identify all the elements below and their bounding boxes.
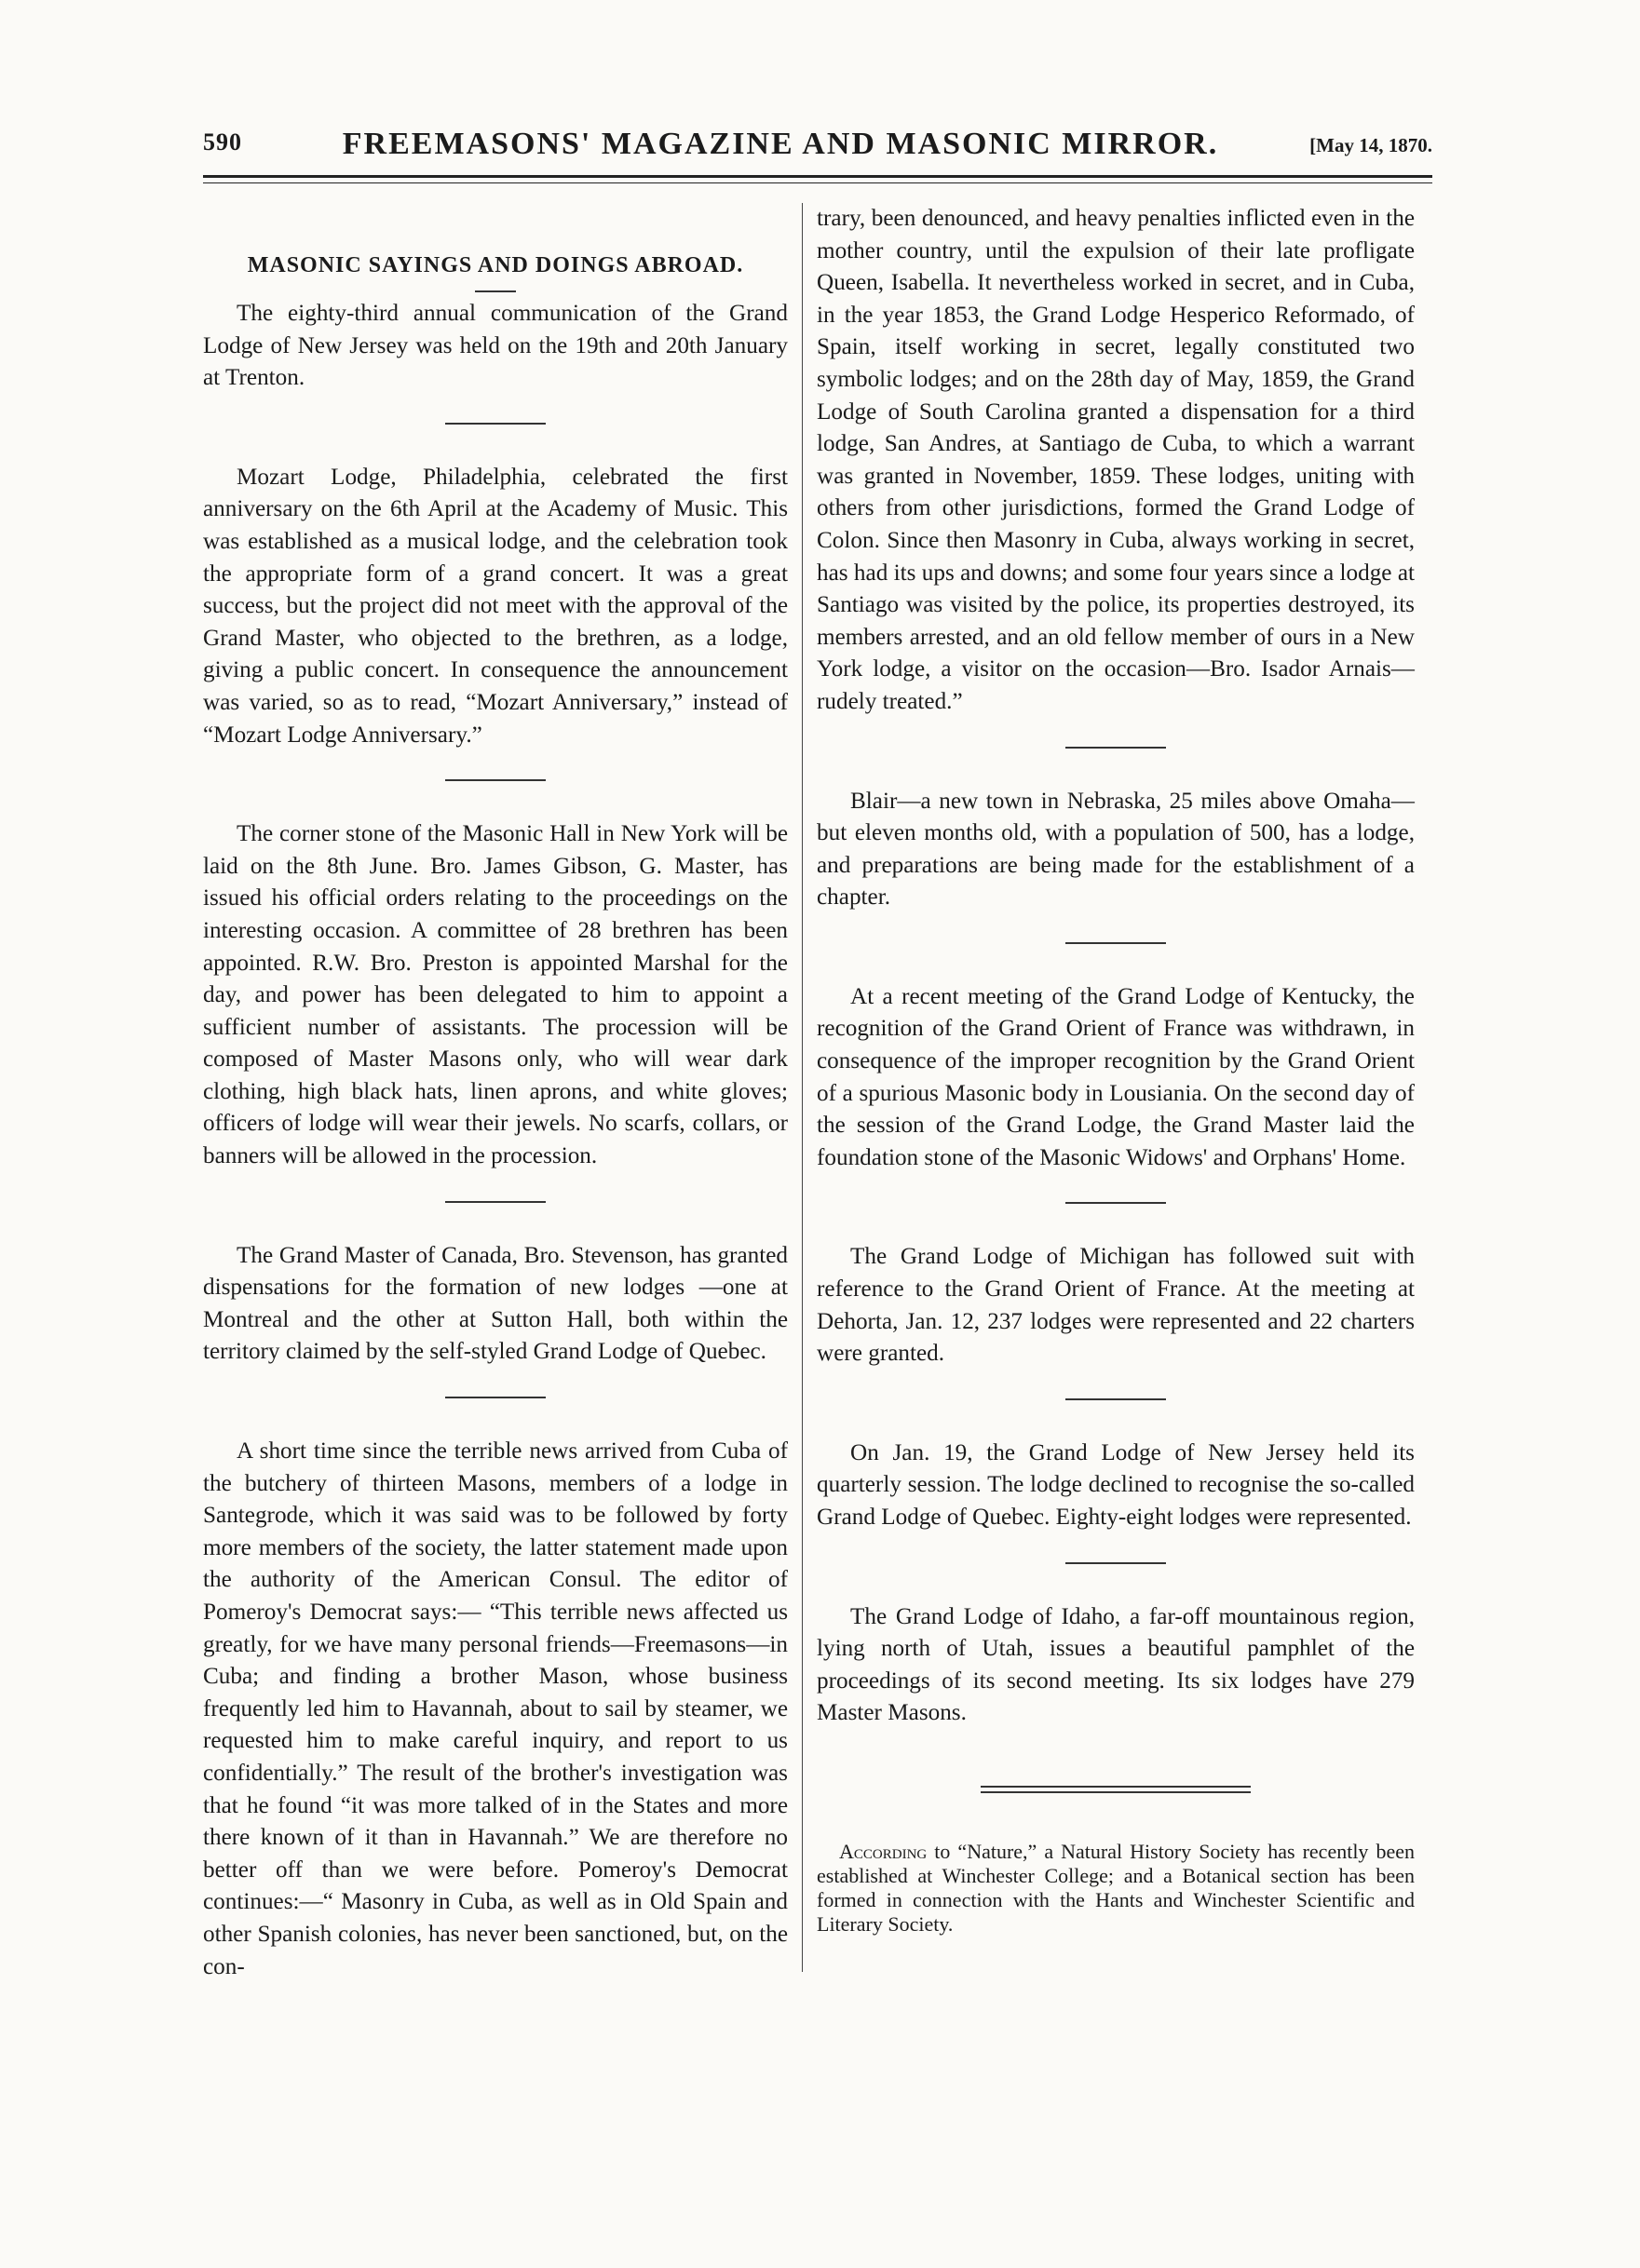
article-separator	[1065, 1562, 1166, 1564]
article-cuba-continued: trary, been denounced, and heavy penalties inflicted even in the mother country, until the expulsion of their late profligate Queen, Isabella. It nevertheless worked in secret, and in Cuba, in the year 1853, the Grand Lodge Hesperico Reformado, of Spain, itself working in secret, legally constituted two symbolic lodges; and on the 28th day of May, 1859, the Grand Lodge of South Carolina granted a dispensation for a third lodge, San Andres, at Santiago de Cuba, to which a warrant was granted in November, 1859. These lodges, uniting with others from other jurisdictions, formed the Grand Lodge of Colon. Since then Masonry in Cuba, always working in secret, has had its ups and downs; and some four years since a lodge at Santiago was visited by the police, its properties destroyed, its members arrested, and an old fellow member of ours in a New York lodge, a visitor on the occasion—Bro. Isador Arnais—rudely treated.”	[817, 206, 1415, 714]
header-rule-thin	[203, 182, 1432, 183]
article-idaho: The Grand Lodge of Idaho, a far-off mountainous region, lying north of Utah, issues a beautiful pamphlet of the proceedings of its second meeting. Its six lodges have 279 Master Masons.	[817, 1603, 1415, 1726]
page-number: 590	[203, 128, 242, 155]
article-separator	[1065, 1398, 1166, 1400]
note-text: to “Nature,” a Natural History Society has recently been established at Winchester College; and a Botanical section has been formed in connection with the Hants and Winchester Scientific and Literary Society.	[817, 1839, 1415, 1936]
article-blair-nebraska: Blair—a new town in Nebraska, 25 miles above Omaha—but eleven months old, with a population of 500, has a lodge, and preparations are being made for the establishment of a chapter.	[817, 788, 1415, 911]
article-masonic-hall-new-york: The corner stone of the Masonic Hall in New York will be laid on the 8th June. Bro. James Gibson, G. Master, has issued his official orders relating to the proceedings on the interesting occasion. A committee of 28 brethren has been appointed. R.W. Bro. Preston is appointed Marshal for the day, and power has been delegated to him to appoint a sufficient number of assistants. The procession will be composed of Master Masons only, who will wear dark clothing, high black hats, linen aprons, and white gloves; officers of lodge will wear their jewels. No scarfs, collars, or banners will be allowed in the procession.	[203, 821, 788, 1169]
page-header	[203, 128, 1432, 166]
article-new-jersey-quarterly: On Jan. 19, the Grand Lodge of New Jersey held its quarterly session. The lodge declined to recognise the so-called Grand Lodge of Quebec. Eighty-eight lodges were represented.	[817, 1439, 1415, 1530]
header-rule-thick	[203, 175, 1432, 178]
left-column	[203, 203, 788, 1983]
article-kentucky: At a recent meeting of the Grand Lodge of Kentucky, the recognition of the Grand Orient of France was withdrawn, in consequence of the improper recognition by the Grand Orient of a spurious Masonic body in Lousiania. On the second day of the session of the Grand Lodge, the Grand Master laid the foundation stone of the Masonic Widows' and Orphans' Home.	[817, 983, 1415, 1170]
article-grand-master-canada: The Grand Master of Canada, Bro. Stevenson, has granted dispensations for the formation of new lodges —one at Montreal and the other at Sutton Hall, both within the territory claimed by the self-styled Grand Lodge of Quebec.	[203, 1242, 788, 1365]
double-rule	[981, 1786, 1251, 1793]
right-column	[817, 203, 1415, 1937]
article-mozart-lodge: Mozart Lodge, Philadelphia, celebrated the first anniversary on the 6th April at the Academy of Music. This was established as a musical lodge, and the celebration took the appropriate form of a grand concert. It was a great success, but the project did not meet with the approval of the Grand Master, who objected to the brethren, as a lodge, giving a public concert. In consequence the announcement was varied, so as to read, “Mozart Anniversary,” instead of “Mozart Lodge Anniversary.”	[203, 464, 788, 748]
article-separator	[445, 1397, 546, 1398]
article-separator	[1065, 747, 1166, 749]
section-title: MASONIC SAYINGS AND DOINGS ABROAD.	[247, 253, 744, 277]
article-cuba-masons: A short time since the terrible news arrived from Cuba of the butchery of thirteen Masons, members of a lodge in Santegrode, which it was said was to be followed by forty more members of the society, the latter statement made upon the authority of the American Consul. The editor of Pomeroy's Democrat says:— “This terrible news affected us greatly, for we have many personal friends—Freemasons—in Cuba; and finding a brother Mason, whose business frequently led him to Havannah, about to sail by steamer, we requested him to make careful inquiry, and report to us confidentially.” The result of the brother's investigation was that he found “it was more talked of in the States and more there known of it than in Havannah.” We are therefore no better off than we were before. Pomeroy's Democrat continues:—“ Masonry in Cuba, as well as in Old Spain and other Spanish colonies, has never been sanctioned, but, on the con-	[203, 1438, 788, 1979]
note-lead-word: According	[839, 1839, 928, 1863]
title-dash	[475, 290, 516, 292]
article-separator	[445, 423, 546, 425]
article-new-jersey-communication: The eighty-third annual communication of the Grand Lodge of New Jersey was held on the 19th and 20th January at Trenton.	[203, 301, 788, 391]
article-michigan: The Grand Lodge of Michigan has followed suit with reference to the Grand Orient of France. At the meeting at Dehorta, Jan. 12, 237 lodges were represented and 22 charters were granted.	[817, 1244, 1415, 1367]
article-separator	[445, 779, 546, 781]
note-natural-history-society	[817, 1840, 1415, 1937]
article-separator	[445, 1201, 546, 1203]
issue-date: [May 14, 1870.	[1309, 134, 1432, 156]
article-separator	[1065, 942, 1166, 944]
column-divider	[802, 203, 803, 1972]
article-separator	[1065, 1202, 1166, 1204]
masthead-title: FREEMASONS' MAGAZINE AND MASONIC MIRROR.	[342, 127, 1219, 161]
